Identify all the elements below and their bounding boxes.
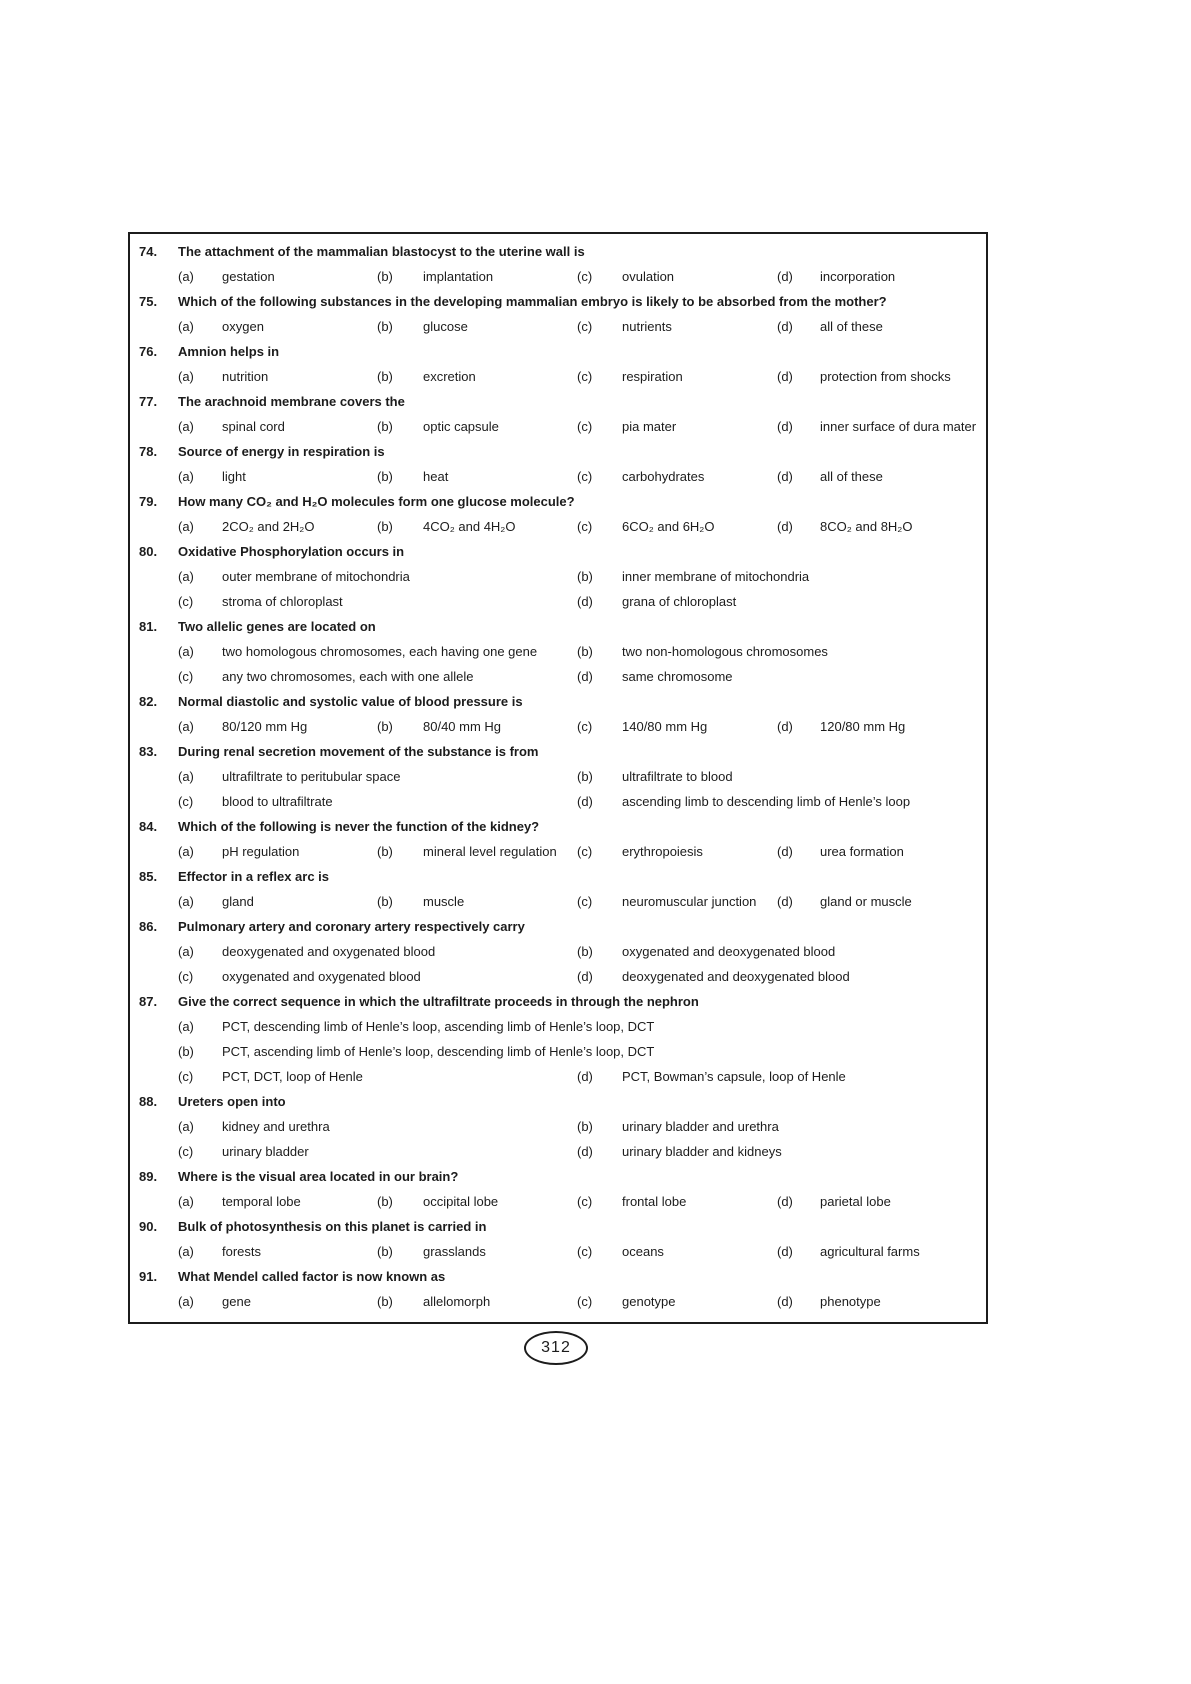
option-label: (b) [377, 369, 393, 384]
question-text: How many CO₂ and H₂O molecules form one glucose molecule? [178, 494, 575, 509]
option-text: blood to ultrafiltrate [222, 794, 333, 809]
option-label: (a) [178, 569, 194, 584]
option-label: (b) [577, 769, 593, 784]
option-label: (d) [577, 1069, 593, 1084]
option-label: (a) [178, 269, 194, 284]
question-header [139, 489, 982, 514]
option-text: optic capsule [423, 419, 499, 434]
option-text: urea formation [820, 844, 904, 859]
option-label: (d) [777, 319, 793, 334]
option-text: inner surface of dura mater [820, 419, 977, 434]
option-label: (c) [178, 594, 194, 609]
option-row [178, 889, 982, 914]
option-text: same chromosome [622, 669, 733, 684]
question-item [139, 989, 982, 1089]
option-label: (b) [577, 644, 593, 659]
option-label: (b) [377, 419, 393, 434]
option-row [178, 564, 982, 589]
option-label: (a) [178, 844, 194, 859]
option-text: urinary bladder [222, 1144, 309, 1159]
option-label: (c) [178, 1144, 194, 1159]
question-text: Bulk of photosynthesis on this planet is carried in [178, 1219, 487, 1234]
option-label: (d) [777, 269, 793, 284]
option-label: (b) [577, 569, 593, 584]
option-label: (d) [577, 594, 593, 609]
option-row [178, 464, 982, 489]
questions-list [139, 239, 982, 1314]
option-row [178, 1039, 982, 1064]
option-text: PCT, descending limb of Henle’s loop, ascending limb of Henle’s loop, DCT [222, 1019, 655, 1034]
question-item [139, 339, 982, 389]
option-row [178, 1014, 982, 1039]
option-label: (c) [577, 894, 593, 909]
option-row [178, 839, 982, 864]
option-text: protection from shocks [820, 369, 951, 384]
question-number: 75. [139, 294, 158, 309]
question-item [139, 864, 982, 914]
option-text: heat [423, 469, 449, 484]
question-number: 87. [139, 994, 158, 1009]
option-row [178, 939, 982, 964]
option-row [178, 1139, 982, 1164]
option-row [178, 314, 982, 339]
option-label: (c) [577, 1244, 593, 1259]
question-header [139, 389, 982, 414]
question-item [139, 614, 982, 689]
question-number: 86. [139, 919, 158, 934]
question-header [139, 689, 982, 714]
option-text: incorporation [820, 269, 896, 284]
question-header [139, 914, 982, 939]
question-text: Ureters open into [178, 1094, 286, 1109]
question-header [139, 539, 982, 564]
question-item [139, 914, 982, 989]
option-row [178, 414, 982, 439]
option-text: forests [222, 1244, 262, 1259]
option-text: oxygenated and oxygenated blood [222, 969, 421, 984]
question-number: 76. [139, 344, 158, 359]
option-label: (d) [777, 719, 793, 734]
option-row [178, 264, 982, 289]
question-number: 81. [139, 619, 158, 634]
option-label: (a) [178, 469, 194, 484]
option-row [178, 664, 982, 689]
option-row [178, 514, 982, 539]
option-row [178, 1114, 982, 1139]
option-label: (a) [178, 369, 194, 384]
option-text: grana of chloroplast [622, 594, 737, 609]
question-item [139, 389, 982, 439]
option-text: two homologous chromosomes, each having one gene [222, 644, 538, 659]
option-label: (c) [178, 794, 194, 809]
option-label: (b) [377, 519, 393, 534]
option-label: (b) [577, 944, 593, 959]
option-row [178, 1239, 982, 1264]
question-text: Source of energy in respiration is [178, 444, 385, 459]
question-text: Oxidative Phosphorylation occurs in [178, 544, 405, 559]
question-header [139, 989, 982, 1014]
option-label: (d) [777, 469, 793, 484]
option-text: excretion [423, 369, 476, 384]
question-number: 88. [139, 1094, 158, 1109]
option-row [178, 589, 982, 614]
question-item [139, 489, 982, 539]
question-header [139, 814, 982, 839]
page-number-badge [524, 1331, 588, 1365]
question-header [139, 339, 982, 364]
option-label: (d) [777, 369, 793, 384]
question-number: 85. [139, 869, 158, 884]
option-label: (a) [178, 944, 194, 959]
question-header [139, 1264, 982, 1289]
option-label: (c) [577, 319, 593, 334]
option-row [178, 364, 982, 389]
option-text: urinary bladder and kidneys [622, 1144, 782, 1159]
option-text: grasslands [423, 1244, 486, 1259]
option-text: 4CO₂ and 4H₂O [423, 519, 516, 534]
option-text: PCT, DCT, loop of Henle [222, 1069, 363, 1084]
question-text: Where is the visual area located in our brain? [178, 1169, 459, 1184]
option-text: 80/120 mm Hg [222, 719, 308, 734]
question-item [139, 289, 982, 339]
question-text: Effector in a reflex arc is [178, 869, 330, 884]
option-text: ultrafiltrate to blood [622, 769, 733, 784]
option-label: (d) [777, 894, 793, 909]
option-text: implantation [423, 269, 494, 284]
question-text: Two allelic genes are located on [178, 619, 376, 634]
option-label: (d) [777, 1294, 793, 1309]
option-label: (a) [178, 1019, 194, 1034]
option-text: 6CO₂ and 6H₂O [622, 519, 715, 534]
option-text: ultrafiltrate to peritubular space [222, 769, 401, 784]
option-text: ovulation [622, 269, 675, 284]
option-text: neuromuscular junction [622, 894, 757, 909]
question-item [139, 1089, 982, 1164]
option-text: mineral level regulation [423, 844, 557, 859]
option-text: any two chromosomes, each with one allele [222, 669, 474, 684]
question-sheet [128, 232, 988, 1324]
option-label: (b) [377, 844, 393, 859]
option-text: outer membrane of mitochondria [222, 569, 410, 584]
option-text: pH regulation [222, 844, 300, 859]
option-text: oxygenated and deoxygenated blood [622, 944, 836, 959]
option-label: (c) [577, 469, 593, 484]
option-text: gland or muscle [820, 894, 912, 909]
option-label: (b) [377, 894, 393, 909]
question-header [139, 239, 982, 264]
option-text: all of these [820, 319, 883, 334]
question-number: 80. [139, 544, 158, 559]
question-item [139, 239, 982, 289]
option-label: (d) [777, 844, 793, 859]
option-text: ascending limb to descending limb of Henle’s loop [622, 794, 911, 809]
option-label: (c) [577, 844, 593, 859]
option-label: (a) [178, 769, 194, 784]
option-text: oxygen [222, 319, 264, 334]
option-label: (a) [178, 419, 194, 434]
option-text: oceans [622, 1244, 664, 1259]
option-text: PCT, ascending limb of Henle’s loop, descending limb of Henle’s loop, DCT [222, 1044, 655, 1059]
question-item [139, 689, 982, 739]
option-label: (b) [377, 719, 393, 734]
option-label: (c) [577, 1194, 593, 1209]
page-number: 312 [541, 1339, 571, 1356]
question-header [139, 1164, 982, 1189]
option-label: (a) [178, 1119, 194, 1134]
option-text: stroma of chloroplast [222, 594, 343, 609]
question-text: The attachment of the mammalian blastocyst to the uterine wall is [178, 244, 585, 259]
option-text: PCT, Bowman’s capsule, loop of Henle [622, 1069, 846, 1084]
option-label: (b) [377, 1244, 393, 1259]
option-label: (b) [178, 1044, 194, 1059]
option-label: (d) [577, 969, 593, 984]
option-row [178, 764, 982, 789]
option-label: (b) [377, 469, 393, 484]
option-text: phenotype [820, 1294, 881, 1309]
option-label: (b) [377, 1294, 393, 1309]
option-label: (d) [777, 1194, 793, 1209]
question-item [139, 439, 982, 489]
option-text: genotype [622, 1294, 676, 1309]
option-text: carbohydrates [622, 469, 705, 484]
question-number: 77. [139, 394, 158, 409]
option-label: (c) [178, 669, 194, 684]
option-text: urinary bladder and urethra [622, 1119, 779, 1134]
question-header [139, 1214, 982, 1239]
question-item [139, 1164, 982, 1214]
option-text: frontal lobe [622, 1194, 687, 1209]
question-text: Which of the following substances in the developing mammalian embryo is likely to be absorbed from the mother? [178, 294, 887, 309]
option-label: (c) [178, 1069, 194, 1084]
option-label: (a) [178, 1244, 194, 1259]
option-row [178, 1289, 982, 1314]
question-item [139, 739, 982, 814]
question-number: 90. [139, 1219, 158, 1234]
option-text: two non-homologous chromosomes [622, 644, 828, 659]
question-number: 89. [139, 1169, 158, 1184]
option-label: (d) [777, 519, 793, 534]
option-text: inner membrane of mitochondria [622, 569, 810, 584]
option-text: nutrients [622, 319, 672, 334]
option-label: (d) [577, 794, 593, 809]
option-text: 140/80 mm Hg [622, 719, 708, 734]
option-label: (d) [577, 1144, 593, 1159]
option-label: (a) [178, 519, 194, 534]
option-label: (c) [577, 719, 593, 734]
question-header [139, 739, 982, 764]
question-number: 91. [139, 1269, 158, 1284]
option-text: nutrition [222, 369, 269, 384]
option-text: agricultural farms [820, 1244, 920, 1259]
question-text: What Mendel called factor is now known as [178, 1269, 446, 1284]
option-text: deoxygenated and oxygenated blood [222, 944, 436, 959]
option-label: (a) [178, 1194, 194, 1209]
option-label: (b) [377, 319, 393, 334]
option-text: allelomorph [423, 1294, 491, 1309]
option-text: parietal lobe [820, 1194, 891, 1209]
option-label: (d) [577, 669, 593, 684]
question-text: Give the correct sequence in which the ultrafiltrate proceeds in through the nephron [178, 994, 699, 1009]
option-text: erythropoiesis [622, 844, 703, 859]
question-text: Pulmonary artery and coronary artery respectively carry [178, 919, 525, 934]
option-label: (a) [178, 719, 194, 734]
question-text: Amnion helps in [178, 344, 280, 359]
question-item [139, 539, 982, 614]
option-row [178, 789, 982, 814]
option-label: (a) [178, 644, 194, 659]
question-text: The arachnoid membrane covers the [178, 394, 405, 409]
option-text: muscle [423, 894, 465, 909]
question-number: 82. [139, 694, 158, 709]
question-number: 83. [139, 744, 158, 759]
option-label: (a) [178, 894, 194, 909]
option-label: (c) [577, 419, 593, 434]
question-header [139, 864, 982, 889]
option-label: (b) [377, 1194, 393, 1209]
option-text: 2CO₂ and 2H₂O [222, 519, 315, 534]
question-item [139, 1214, 982, 1264]
question-number: 74. [139, 244, 158, 259]
option-text: gland [222, 894, 254, 909]
option-label: (d) [777, 419, 793, 434]
option-text: kidney and urethra [222, 1119, 330, 1134]
option-label: (c) [577, 519, 593, 534]
option-text: gestation [222, 269, 275, 284]
option-text: pia mater [622, 419, 677, 434]
question-header [139, 439, 982, 464]
option-text: 8CO₂ and 8H₂O [820, 519, 913, 534]
question-item [139, 1264, 982, 1314]
question-header [139, 289, 982, 314]
question-header [139, 1089, 982, 1114]
option-text: temporal lobe [222, 1194, 301, 1209]
option-label: (c) [178, 969, 194, 984]
option-row [178, 964, 982, 989]
question-header [139, 614, 982, 639]
option-text: glucose [423, 319, 468, 334]
option-label: (a) [178, 319, 194, 334]
question-number: 84. [139, 819, 158, 834]
option-label: (c) [577, 1294, 593, 1309]
option-row [178, 714, 982, 739]
question-text: Normal diastolic and systolic value of blood pressure is [178, 694, 523, 709]
option-text: deoxygenated and deoxygenated blood [622, 969, 850, 984]
option-text: light [222, 469, 246, 484]
option-row [178, 1064, 982, 1089]
option-text: spinal cord [222, 419, 285, 434]
option-text: 80/40 mm Hg [423, 719, 502, 734]
option-text: respiration [622, 369, 683, 384]
option-label: (d) [777, 1244, 793, 1259]
question-text: Which of the following is never the function of the kidney? [178, 819, 540, 834]
question-number: 79. [139, 494, 158, 509]
option-label: (b) [577, 1119, 593, 1134]
option-row [178, 1189, 982, 1214]
option-label: (c) [577, 269, 593, 284]
option-text: 120/80 mm Hg [820, 719, 906, 734]
option-row [178, 639, 982, 664]
option-label: (c) [577, 369, 593, 384]
option-text: gene [222, 1294, 251, 1309]
option-label: (a) [178, 1294, 194, 1309]
option-text: all of these [820, 469, 883, 484]
option-text: occipital lobe [423, 1194, 499, 1209]
question-text: During renal secretion movement of the substance is from [178, 744, 539, 759]
question-number: 78. [139, 444, 158, 459]
option-label: (b) [377, 269, 393, 284]
question-item [139, 814, 982, 864]
